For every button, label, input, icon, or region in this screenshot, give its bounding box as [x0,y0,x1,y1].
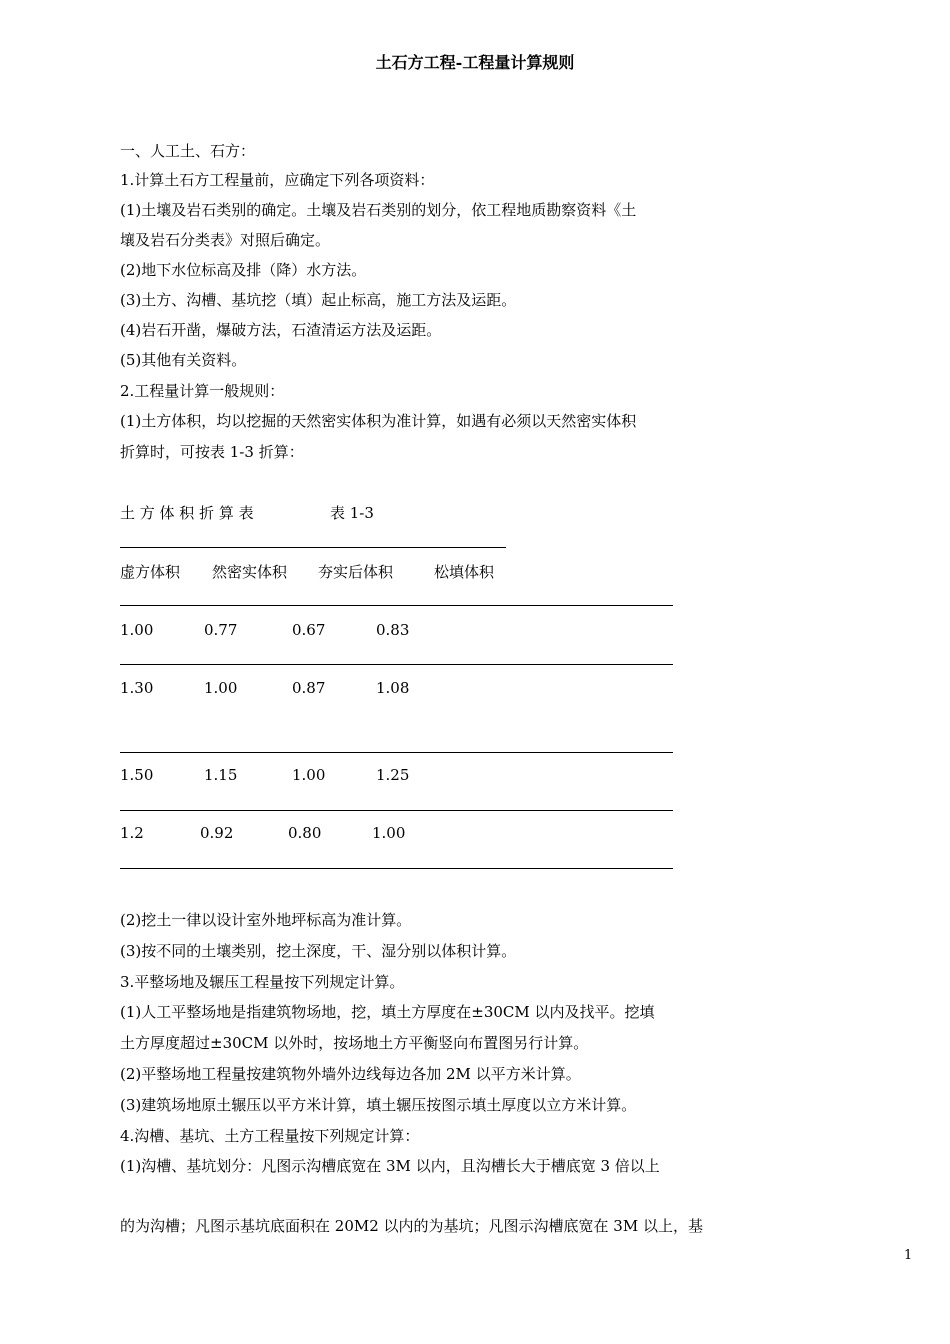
table-cell: 1.30 [120,679,154,697]
paragraph-line: (3)按不同的土壤类别，挖土深度，干、湿分别以体积计算。 [120,942,517,960]
table-caption: 土 方 体 积 折 算 表 [120,504,254,522]
table-number: 表 1-3 [330,504,374,522]
table-cell: 0.83 [376,621,410,639]
table-cell: 0.80 [288,824,322,842]
table-header: 然密实体积 [212,563,288,581]
table-cell: 0.67 [292,621,326,639]
table-rule [120,810,673,811]
table-header: 虚方体积 [120,563,181,581]
table-rule [120,664,673,665]
table-header: 松填体积 [434,563,495,581]
paragraph-line: (2)平整场地工程量按建筑物外墙外边线每边各加 2M 以平方米计算。 [120,1065,581,1083]
paragraph-line: 2.工程量计算一般规则： [120,382,285,400]
table-cell: 1.00 [292,766,326,784]
paragraph-line: (4)岩石开凿，爆破方法，石渣清运方法及运距。 [120,321,442,339]
paragraph-line: (1)沟槽、基坑划分：凡图示沟槽底宽在 3M 以内，且沟槽长大于槽底宽 3 倍以上 [120,1157,660,1175]
table-header: 夯实后体积 [318,563,394,581]
paragraph-line: (3)土方、沟槽、基坑挖（填）起止标高，施工方法及运距。 [120,291,517,309]
table-cell: 1.2 [120,824,144,842]
paragraph-line: (3)建筑场地原土辗压以平方米计算，填土辗压按图示填土厚度以立方米计算。 [120,1096,637,1114]
table-cell: 0.87 [292,679,326,697]
table-cell: 1.00 [372,824,406,842]
page-number: 1 [904,1248,913,1263]
paragraph-line: 3.平整场地及辗压工程量按下列规定计算。 [120,973,405,991]
table-cell: 1.15 [204,766,238,784]
table-rule [120,752,673,753]
paragraph-line: (2)挖土一律以设计室外地坪标高为准计算。 [120,911,412,929]
paragraph-line: 折算时，可按表 1-3 折算： [120,443,304,461]
paragraph-line: (1)土壤及岩石类别的确定。土壤及岩石类别的划分，依工程地质勘察资料《土 [120,201,637,219]
table-cell: 1.00 [204,679,238,697]
table-rule [120,605,673,606]
table-rule [120,547,506,548]
paragraph-line: 土方厚度超过±30CM 以外时，按场地土方平衡竖向布置图另行计算。 [120,1034,589,1052]
table-cell: 1.25 [376,766,410,784]
paragraph-line: 一、人工土、石方： [120,142,256,160]
paragraph-line: 壤及岩石分类表》对照后确定。 [120,231,331,249]
paragraph-line: (1)人工平整场地是指建筑物场地，挖，填土方厚度在±30CM 以内及找平。挖填 [120,1003,655,1021]
document-title: 土石方工程-工程量计算规则 [375,53,575,72]
table-cell: 0.77 [204,621,238,639]
table-cell: 1.50 [120,766,154,784]
table-cell: 0.92 [200,824,234,842]
paragraph-line: (1)土方体积，均以挖掘的天然密实体积为准计算，如遇有必须以天然密实体积 [120,412,637,430]
table-cell: 1.00 [120,621,154,639]
paragraph-line: 1.计算土石方工程量前，应确定下列各项资料： [120,171,435,189]
table-cell: 1.08 [376,679,410,697]
table-rule [120,868,673,869]
paragraph-line: (2)地下水位标高及排（降）水方法。 [120,261,367,279]
paragraph-line: 4.沟槽、基坑、土方工程量按下列规定计算： [120,1127,420,1145]
paragraph-line: (5)其他有关资料。 [120,351,247,369]
paragraph-line: 的为沟槽；凡图示基坑底面积在 20M2 以内的为基坑；凡图示沟槽底宽在 3M 以上，基 [120,1217,703,1235]
